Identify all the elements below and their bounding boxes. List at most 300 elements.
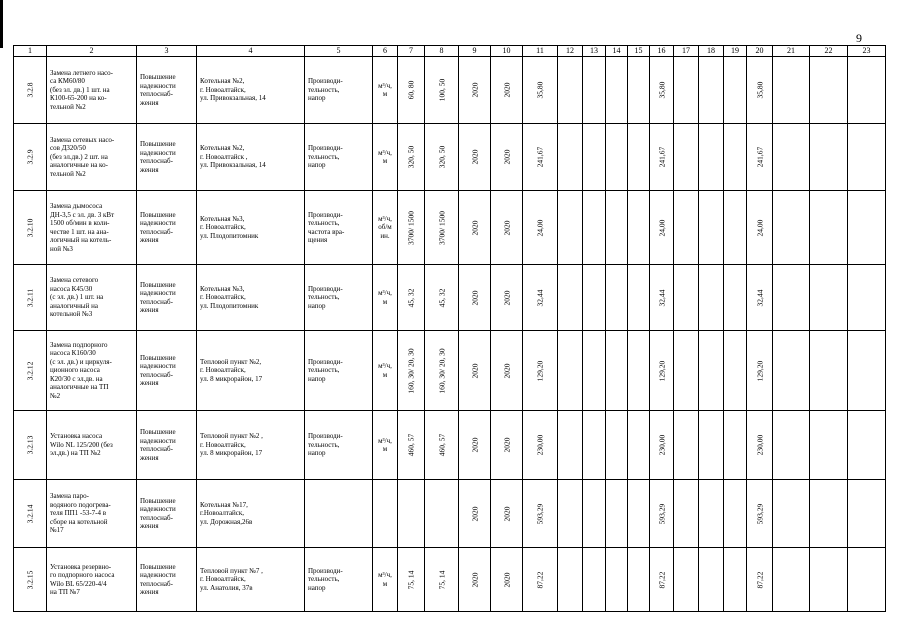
measure-location-line: г. Новоалтайск, — [200, 293, 246, 302]
empty-cell — [724, 480, 747, 548]
cost-column-20-cell — [747, 265, 773, 331]
cost-column-16: 87,22 — [657, 571, 666, 588]
cost-column-20-cell — [747, 191, 773, 265]
measure-unit-line: м³/ч, — [378, 289, 392, 297]
column-header: 10 — [491, 46, 523, 57]
total-cost-cell — [523, 548, 558, 612]
value-before-cell — [398, 411, 425, 480]
empty-cell — [848, 331, 886, 411]
page-edge-mark — [0, 0, 3, 48]
end-year-cell — [491, 124, 523, 191]
cost-column-16-cell — [650, 57, 674, 124]
measure-parameter-line: напор — [308, 94, 326, 103]
measure-name-line: тельной №2 — [50, 102, 86, 111]
measure-unit-cell — [373, 331, 398, 411]
measure-goal-line: жения — [140, 522, 159, 530]
empty-cell — [773, 191, 810, 265]
table-row — [14, 331, 886, 411]
measure-name-line: аналогичный на — [50, 301, 98, 310]
empty-cell — [628, 265, 650, 331]
measure-goal-line: жения — [140, 306, 159, 314]
measure-goal-line: Повышение — [140, 210, 176, 219]
measure-parameter-line: Производи- — [308, 77, 343, 86]
empty-cell — [606, 191, 628, 265]
measure-name-line: аналогичные на ко- — [50, 161, 108, 170]
measure-goal-line: теплоснаб- — [140, 513, 173, 522]
end-year: 2020 — [502, 220, 511, 235]
cost-column-20-cell — [747, 331, 773, 411]
start-year-cell — [459, 411, 491, 480]
measure-parameter-line: напор — [308, 301, 326, 310]
measure-name-line: Замена летнего насо- — [50, 68, 114, 77]
cost-column-16: 24,00 — [657, 219, 666, 236]
cost-column-16-cell — [650, 191, 674, 265]
cost-column-16: 32,44 — [657, 289, 666, 306]
column-header: 3 — [137, 46, 197, 57]
measure-name-line: Установка насоса — [50, 432, 103, 441]
column-header: 17 — [674, 46, 699, 57]
item-number-cell — [14, 124, 47, 191]
table-body — [14, 57, 886, 612]
measure-location-line: ул. Привокзальная, 14 — [200, 94, 266, 103]
measure-goal-line: теплоснаб- — [140, 297, 173, 306]
cost-column-16-cell — [650, 480, 674, 548]
start-year: 2020 — [470, 220, 479, 235]
cost-column-20-cell — [747, 480, 773, 548]
column-header: 21 — [773, 46, 810, 57]
total-cost-cell — [523, 480, 558, 548]
measure-goal-line: жения — [140, 165, 159, 174]
measure-goal-line: Повышение — [140, 353, 176, 362]
empty-cell — [724, 331, 747, 411]
value-before-cell — [398, 191, 425, 265]
measure-name-cell — [47, 124, 137, 191]
measure-parameter-line: напор — [308, 374, 326, 383]
measure-location-line: Тепловой пункт №7 , — [200, 566, 263, 575]
total-cost: 32,44 — [535, 289, 545, 306]
cost-column-20-cell — [747, 57, 773, 124]
start-year: 2020 — [470, 290, 479, 305]
measure-location-line: Котельная №2, — [200, 144, 245, 153]
measure-name-line: Замена дымососа — [50, 202, 103, 210]
measure-location-cell — [197, 331, 305, 411]
total-cost-cell — [523, 265, 558, 331]
measure-location-line: ул. 8 микрорайон, 17 — [200, 374, 263, 383]
total-cost-cell — [523, 331, 558, 411]
table-row — [14, 480, 886, 548]
empty-cell — [773, 480, 810, 548]
measure-name-line: Wilo BL 65/220-4/4 — [50, 579, 107, 588]
measure-goal-cell — [137, 480, 197, 548]
measure-name-line: ционного насоса — [50, 366, 100, 375]
cost-column-20: 32,44 — [755, 289, 764, 306]
measure-unit-line: м³/ч, — [378, 436, 392, 445]
measure-location-line: Котельная №2, — [200, 77, 245, 86]
empty-cell — [848, 191, 886, 265]
measure-location-line: ул. Плодопитомник — [200, 231, 259, 240]
measure-goal-line: надежности — [140, 362, 176, 370]
measure-parameter-line: Производи- — [308, 284, 343, 293]
measure-location-line: г. Новоалтайск , — [200, 152, 248, 161]
empty-cell — [606, 124, 628, 191]
start-year: 2020 — [470, 363, 479, 378]
value-after-cell — [425, 480, 459, 548]
cost-column-16-cell — [650, 265, 674, 331]
empty-cell — [810, 124, 848, 191]
empty-cell — [558, 57, 583, 124]
measure-goal-line: жения — [140, 236, 159, 244]
column-number-row — [14, 46, 886, 57]
end-year: 2020 — [502, 572, 511, 587]
empty-cell — [628, 480, 650, 548]
value-after-cell — [425, 57, 459, 124]
empty-cell — [699, 57, 724, 124]
measure-parameter-line: тельность, — [308, 219, 340, 227]
empty-cell — [810, 480, 848, 548]
column-header: 9 — [459, 46, 491, 57]
item-number-cell — [14, 411, 47, 480]
measure-location-line: ул. Анатолия, 37в — [200, 583, 253, 592]
value-after-cell — [425, 265, 459, 331]
empty-cell — [699, 411, 724, 480]
table-row — [14, 191, 886, 265]
measure-location-line: г.Новоалтайск, — [200, 509, 245, 518]
end-year-cell — [491, 191, 523, 265]
measure-unit-line: м — [382, 297, 388, 306]
empty-cell — [583, 265, 606, 331]
measure-location-line: г. Новоалтайск, — [200, 85, 246, 94]
measure-name-cell — [47, 480, 137, 548]
empty-cell — [848, 124, 886, 191]
empty-cell — [606, 411, 628, 480]
column-header: 15 — [628, 46, 650, 57]
empty-cell — [674, 265, 699, 331]
empty-cell — [628, 411, 650, 480]
cost-column-20-cell — [747, 548, 773, 612]
value-after: 75, 14 — [437, 570, 446, 589]
empty-cell — [628, 331, 650, 411]
cost-column-20: 593,29 — [755, 503, 764, 524]
cost-column-20-cell — [747, 124, 773, 191]
empty-cell — [674, 548, 699, 612]
measure-goal-line: надежности — [140, 289, 176, 297]
empty-cell — [674, 480, 699, 548]
measure-parameter-line: частота вра- — [308, 227, 345, 236]
start-year-cell — [459, 191, 491, 265]
table-row — [14, 411, 886, 480]
measure-parameter-line: напор — [308, 161, 326, 170]
cost-column-16: 129,20 — [657, 360, 666, 381]
empty-cell — [583, 124, 606, 191]
measure-unit-line: м³/ч, — [378, 571, 392, 579]
measure-unit-line: м — [382, 445, 388, 453]
measure-goal-cell — [137, 265, 197, 331]
empty-cell — [724, 57, 747, 124]
empty-cell — [583, 548, 606, 612]
measure-name-line: насоса К160/30 — [50, 349, 96, 358]
cost-column-20: 230,00 — [755, 434, 764, 456]
value-before: 45, 32 — [406, 288, 416, 307]
measure-location-line: Тепловой пункт №2, — [200, 357, 262, 366]
start-year-cell — [459, 265, 491, 331]
measure-parameter-cell — [305, 57, 373, 124]
value-after: 320, 50 — [437, 145, 446, 169]
empty-cell — [558, 331, 583, 411]
cost-column-16-cell — [650, 331, 674, 411]
value-after-cell — [425, 411, 459, 480]
start-year-cell — [459, 124, 491, 191]
empty-cell — [848, 480, 886, 548]
empty-cell — [674, 124, 699, 191]
measure-name-line: сборе на котельной — [50, 517, 108, 526]
end-year-cell — [491, 548, 523, 612]
measure-location-line: Котельная №17, — [200, 500, 248, 509]
measure-name-line: №17 — [50, 526, 64, 535]
measure-goal-line: теплоснаб- — [140, 445, 173, 453]
value-before-cell — [398, 57, 425, 124]
end-year-cell — [491, 331, 523, 411]
measure-name-line: тельной №2 — [50, 169, 86, 178]
item-number-cell — [14, 191, 47, 265]
empty-cell — [810, 265, 848, 331]
measure-name-line: (с эл. дв.) 1 шт. на — [50, 293, 104, 302]
empty-cell — [848, 265, 886, 331]
end-year: 2020 — [502, 437, 511, 453]
measure-unit-cell — [373, 191, 398, 265]
value-after: 460, 57 — [437, 433, 446, 457]
table-row — [14, 124, 886, 191]
start-year-cell — [459, 57, 491, 124]
item-number: 3.2.10 — [25, 218, 35, 237]
value-before: 60, 80 — [406, 80, 416, 100]
measure-name-line: логичный на котель- — [50, 236, 112, 244]
measure-unit-line: м — [382, 90, 388, 98]
total-cost-cell — [523, 57, 558, 124]
total-cost: 24,00 — [535, 219, 545, 236]
measure-name-line: Замена подпорного — [50, 340, 108, 349]
measure-name-cell — [47, 57, 137, 124]
measure-goal-line: теплоснаб- — [140, 90, 173, 98]
item-number-cell — [14, 331, 47, 411]
measure-goal-cell — [137, 124, 197, 191]
item-number: 3.2.8 — [25, 82, 35, 98]
measure-goal-cell — [137, 191, 197, 265]
column-header: 22 — [810, 46, 848, 57]
measure-goal-line: Повышение — [140, 140, 176, 148]
end-year-cell — [491, 411, 523, 480]
measure-location-line: г. Новоалтайск, — [200, 366, 246, 375]
measure-unit-cell — [373, 411, 398, 480]
measure-unit-line: м³/ч, — [378, 362, 392, 370]
start-year-cell — [459, 331, 491, 411]
column-header: 13 — [583, 46, 606, 57]
start-year: 2020 — [470, 437, 479, 453]
measure-unit-line: м — [382, 157, 388, 165]
empty-cell — [848, 411, 886, 480]
cost-column-20: 129,20 — [755, 360, 764, 381]
measure-goal-line: жения — [140, 453, 159, 462]
measure-name-line: эл.дв.) на ТП №2 — [50, 449, 101, 458]
column-header: 4 — [197, 46, 305, 57]
end-year: 2020 — [502, 506, 511, 521]
empty-cell — [558, 411, 583, 480]
column-header: 7 — [398, 46, 425, 57]
measure-location-line: г. Новоалтайск, — [200, 575, 246, 584]
measure-goal-cell — [137, 331, 197, 411]
measure-name-line: (без эл.дв.) 2 шт. на — [50, 152, 108, 161]
measure-name-line: насоса К45/30 — [50, 284, 93, 293]
measure-goal-line: жения — [140, 98, 159, 107]
measure-name-line: (с эл. дв.) и циркуля- — [50, 357, 112, 366]
item-number: 3.2.15 — [25, 570, 35, 589]
empty-cell — [558, 548, 583, 612]
empty-cell — [699, 548, 724, 612]
value-before-cell — [398, 331, 425, 411]
measure-name-cell — [47, 331, 137, 411]
measure-location-line: Котельная №3, — [200, 214, 245, 223]
column-header: 18 — [699, 46, 724, 57]
empty-cell — [628, 191, 650, 265]
total-cost-cell — [523, 191, 558, 265]
measure-name-line: аналогичные на ТП — [50, 383, 109, 392]
measure-parameter-cell — [305, 191, 373, 265]
value-before-cell — [398, 548, 425, 612]
empty-cell — [583, 480, 606, 548]
measure-parameter-cell — [305, 548, 373, 612]
cost-column-20: 24,00 — [755, 219, 764, 236]
value-after-cell — [425, 331, 459, 411]
end-year: 2020 — [502, 290, 511, 305]
measure-goal-line: теплоснаб- — [140, 227, 173, 236]
cost-column-20: 241,67 — [755, 146, 764, 168]
measure-location-line: г. Новоалтайск, — [200, 223, 246, 232]
column-header: 19 — [724, 46, 747, 57]
total-cost: 241,67 — [535, 146, 545, 168]
end-year: 2020 — [502, 82, 511, 98]
value-before-cell — [398, 480, 425, 548]
measure-unit-cell — [373, 480, 398, 548]
empty-cell — [810, 57, 848, 124]
measure-location-cell — [197, 480, 305, 548]
column-header: 20 — [747, 46, 773, 57]
column-header: 11 — [523, 46, 558, 57]
value-after-cell — [425, 124, 459, 191]
item-number-cell — [14, 480, 47, 548]
measure-goal-line: теплоснаб- — [140, 579, 173, 588]
measure-unit-cell — [373, 265, 398, 331]
item-number: 3.2.9 — [25, 149, 35, 165]
measure-name-line: честве 1 шт. на ана- — [50, 227, 109, 236]
measure-name-line: го подпорного насоса — [50, 571, 115, 579]
empty-cell — [628, 548, 650, 612]
empty-cell — [558, 124, 583, 191]
start-year-cell — [459, 480, 491, 548]
measure-name-cell — [47, 548, 137, 612]
measure-name-line: Замена сетевых насо- — [50, 135, 115, 144]
measure-goal-line: теплоснаб- — [140, 157, 173, 165]
item-number-cell — [14, 265, 47, 331]
measure-goal-line: Повышение — [140, 428, 176, 436]
value-before: 3700/ 1500 — [406, 210, 416, 245]
cost-column-16: 230,00 — [657, 434, 666, 456]
measure-location-cell — [197, 191, 305, 265]
value-after: 100, 50 — [437, 78, 446, 102]
measure-name-line: водяного подогрева- — [50, 500, 111, 509]
empty-cell — [773, 124, 810, 191]
measure-name-line: К20/30 с эл.дв. на — [50, 374, 103, 383]
empty-cell — [810, 191, 848, 265]
measure-unit-line: м — [382, 370, 388, 379]
empty-cell — [674, 331, 699, 411]
measure-parameter-cell — [305, 331, 373, 411]
table-row — [14, 548, 886, 612]
empty-cell — [583, 57, 606, 124]
measure-unit-line: м³/ч, — [378, 214, 392, 223]
empty-cell — [628, 124, 650, 191]
value-after: 45, 32 — [437, 288, 446, 307]
measure-name-line: №2 — [50, 391, 61, 400]
measure-parameter-line: Производи- — [308, 432, 343, 441]
measure-parameter-cell — [305, 480, 373, 548]
empty-cell — [583, 411, 606, 480]
empty-cell — [558, 265, 583, 331]
measure-location-line: ул. Дорожная,26в — [200, 517, 253, 526]
empty-cell — [810, 331, 848, 411]
measure-name-line: сов Д320/50 — [50, 144, 86, 153]
measure-parameter-line: напор — [308, 449, 326, 458]
measure-location-cell — [197, 411, 305, 480]
empty-cell — [674, 411, 699, 480]
empty-cell — [606, 57, 628, 124]
measure-goal-line: Повышение — [140, 73, 176, 81]
empty-cell — [558, 191, 583, 265]
empty-cell — [628, 57, 650, 124]
cost-column-20: 87,22 — [755, 571, 764, 588]
item-number: 3.2.12 — [25, 361, 35, 380]
measure-parameter-line: тельность, — [308, 293, 340, 302]
column-header: 12 — [558, 46, 583, 57]
column-header: 1 — [14, 46, 47, 57]
start-year-cell — [459, 548, 491, 612]
empty-cell — [699, 331, 724, 411]
measure-parameter-cell — [305, 265, 373, 331]
measure-name-line: 1500 об/мин в коли- — [50, 219, 110, 227]
measure-name-line: Wilo NL 125/200 (без — [50, 440, 113, 449]
cost-column-16-cell — [650, 411, 674, 480]
empty-cell — [699, 265, 724, 331]
column-header: 5 — [305, 46, 373, 57]
measure-goal-line: надежности — [140, 436, 176, 445]
measure-parameter-line: тельность, — [308, 575, 340, 584]
start-year: 2020 — [470, 82, 479, 98]
measure-parameter-line: щения — [308, 236, 328, 244]
measure-name-line: теля ПП1 -53-7-4 в — [50, 509, 107, 518]
empty-cell — [848, 57, 886, 124]
empty-cell — [848, 548, 886, 612]
empty-cell — [773, 265, 810, 331]
measure-name-cell — [47, 411, 137, 480]
measure-goal-cell — [137, 411, 197, 480]
measure-unit-cell — [373, 124, 398, 191]
item-number-cell — [14, 548, 47, 612]
value-after-cell — [425, 191, 459, 265]
empty-cell — [583, 191, 606, 265]
cost-column-16: 35,80 — [657, 81, 666, 99]
measure-parameter-line: тельность, — [308, 366, 340, 375]
value-after: 3700/ 1500 — [437, 210, 446, 245]
measure-location-cell — [197, 124, 305, 191]
column-header: 23 — [848, 46, 886, 57]
